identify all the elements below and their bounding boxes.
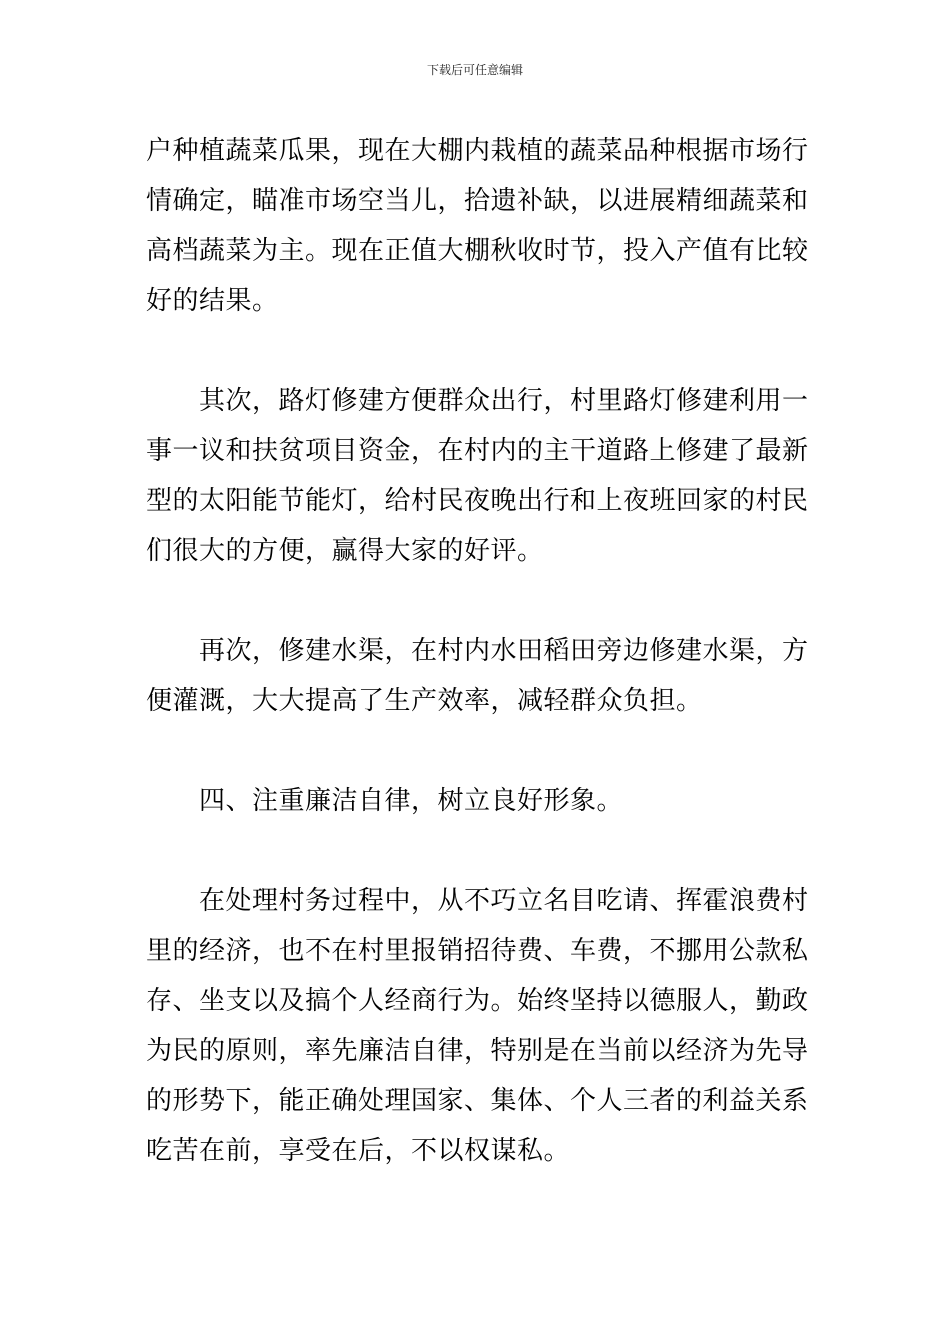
paragraph-line: 再次，修建水渠，在村内水田稻田旁边修建水渠，方: [146, 636, 809, 666]
paragraph-line: 吃苦在前，享受在后，不以权谋私。: [146, 1136, 571, 1166]
paragraph-line: 高档蔬菜为主。现在正值大棚秋收时节，投入产值有比较: [146, 236, 809, 266]
paragraph-line: 在处理村务过程中，从不巧立名目吃请、挥霍浪费村: [146, 886, 809, 916]
paragraph-line: 存、坐支以及搞个人经商行为。始终坚持以德服人，勤政: [146, 986, 809, 1016]
paragraph-line: 里的经济，也不在村里报销招待费、车费，不挪用公款私: [146, 936, 809, 966]
paragraph-line: 的形势下，能正确处理国家、集体、个人三者的利益关系: [146, 1086, 809, 1116]
paragraph-line: 户种植蔬菜瓜果，现在大棚内栽植的蔬菜品种根据市场行: [146, 136, 809, 166]
paragraph-gap: [146, 576, 806, 626]
paragraph-line: 情确定，瞄准市场空当儿，拾遗补缺，以进展精细蔬菜和: [146, 186, 809, 216]
paragraph-line: 事一议和扶贫项目资金，在村内的主干道路上修建了最新: [146, 436, 809, 466]
paragraph-gap: [146, 726, 806, 776]
paragraph-line: 为民的原则，率先廉洁自律，特别是在当前以经济为先导: [146, 1036, 809, 1066]
paragraph-gap: [146, 826, 806, 876]
paragraph-line: 其次，路灯修建方便群众出行，村里路灯修建利用一: [146, 386, 809, 416]
document-body: [146, 126, 809, 1176]
paragraph-gap: [146, 326, 806, 376]
paragraph-line: 便灌溉，大大提高了生产效率，减轻群众负担。: [146, 686, 703, 716]
page-header: 下载后可任意编辑: [426, 63, 523, 77]
paragraph-line: 们很大的方便，赢得大家的好评。: [146, 536, 544, 566]
section-heading: 四、注重廉洁自律，树立良好形象。: [146, 786, 624, 816]
paragraph-line: 型的太阳能节能灯，给村民夜晚出行和上夜班回家的村民: [146, 486, 809, 516]
paragraph-line: 好的结果。: [146, 286, 279, 316]
